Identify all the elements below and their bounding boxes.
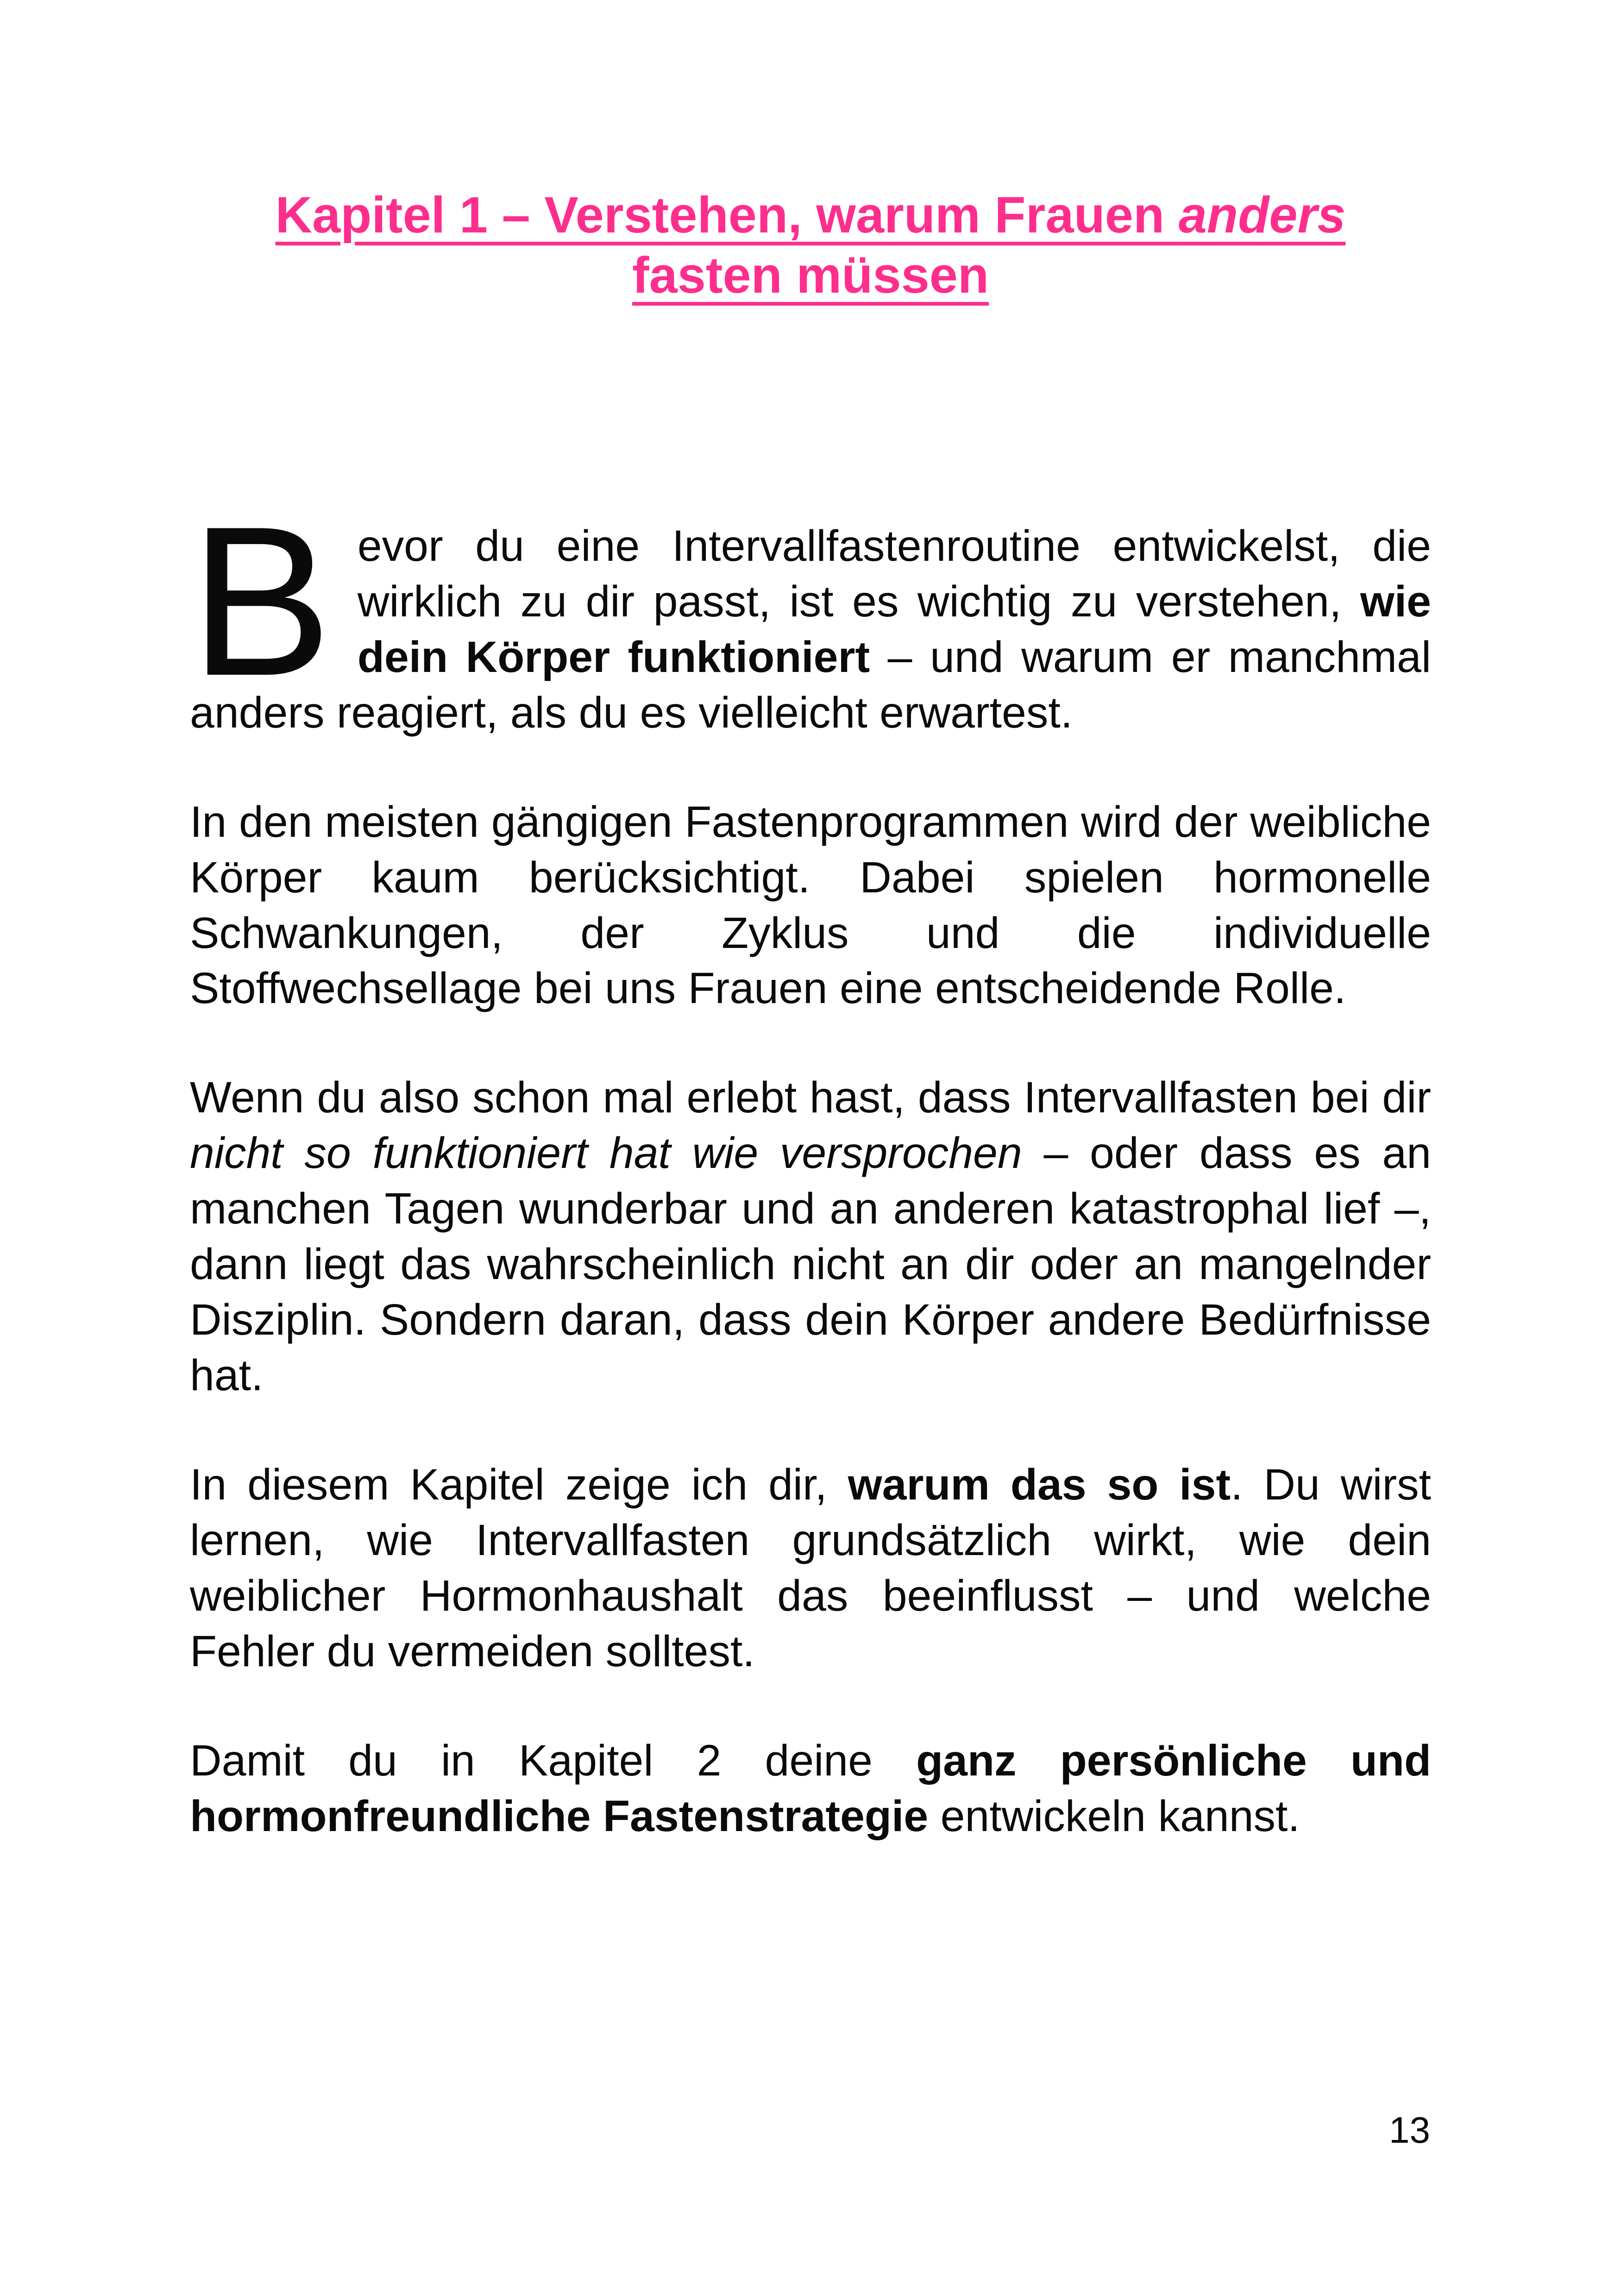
- text-segment: ganz persönliche und hormonfreundliche Fastenstrategie: [190, 1736, 1431, 1841]
- paragraph: [190, 1733, 1431, 1844]
- text-segment: nicht so funktioniert hat wie versprochen: [190, 1129, 1022, 1178]
- text-segment: entwickeln kannst.: [928, 1792, 1300, 1841]
- text-segment: warum das so ist: [848, 1460, 1231, 1510]
- paragraph: [190, 1457, 1431, 1680]
- body-text: [190, 482, 1431, 1845]
- paragraph: [190, 795, 1431, 1017]
- text-segment: – oder dass es an manchen Tagen wunderbar und an anderen katastrophal lief –, dann liegt das wahrscheinlich nicht an dir oder an mangelnder Disziplin. Sondern daran, dass dein Körper andere Bedürfnisse hat.: [190, 1129, 1431, 1400]
- text-segment: In diesem Kapitel zeige ich dir,: [190, 1460, 848, 1510]
- text-segment: anders: [1178, 187, 1346, 244]
- text-segment: fasten müssen: [632, 246, 989, 304]
- text-segment: In den meisten gängigen Fastenprogrammen wird der weibliche Körper kaum berücksichtigt. Dabei spielen hormonelle Schwankungen, der Zyklus und die individuelle Stoffwechsellage bei uns Frauen eine entscheidende Rolle.: [190, 797, 1431, 1013]
- text-segment: Kapitel 1 – Verstehen, warum Frauen: [275, 187, 1179, 244]
- text-segment: . Du wirst lernen, wie Intervallfasten grundsätzlich wirkt, wie dein weiblicher Hormonhaushalt das beeinflusst – und welche Fehler du vermeiden solltest.: [190, 1460, 1431, 1676]
- text-segment: – und warum er manchmal anders reagiert, als du es vielleicht erwartest.: [190, 632, 1431, 737]
- chapter-title: [190, 185, 1431, 306]
- text-segment: evor du eine Intervallfastenroutine entwickelst, die wirklich zu dir passt, ist es wichtig zu verstehen,: [357, 521, 1431, 626]
- text-segment: Wenn du also schon mal erlebt hast, dass Intervallfasten bei dir: [190, 1073, 1431, 1123]
- paragraph: [190, 1070, 1431, 1404]
- page-number: 13: [1389, 2109, 1430, 2151]
- drop-cap: B: [190, 482, 332, 720]
- text-segment: Damit du in Kapitel 2 deine: [190, 1736, 917, 1786]
- text-segment: wie dein Körper funktioniert: [357, 577, 1431, 682]
- paragraph: [190, 482, 1431, 741]
